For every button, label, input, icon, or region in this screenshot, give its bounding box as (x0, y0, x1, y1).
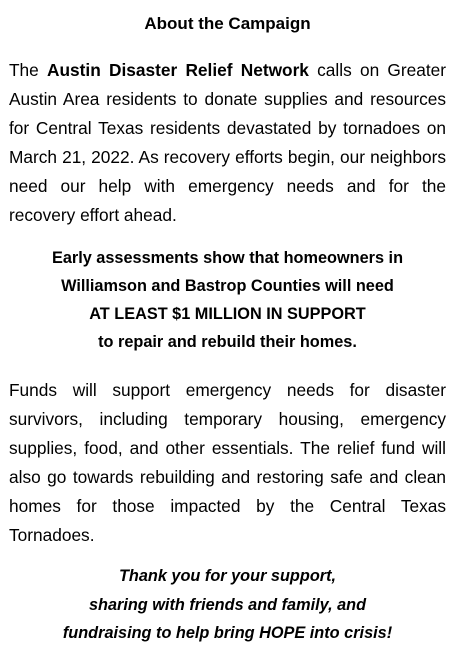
page-title: About the Campaign (144, 14, 311, 33)
organization-name: Austin Disaster Relief Network (47, 60, 309, 80)
funds-paragraph: Funds will support emergency needs for disaster survivors, including temporary housing, emergency supplies, food, and other essentials. The relief fund will also go towards rebuilding and restoring safe and clean homes for those impacted by the Central Texas Tornadoes. (9, 380, 446, 545)
assessment-line-4: to repair and rebuild their homes. (98, 333, 357, 351)
intro-prefix: The (9, 60, 48, 80)
assessment-line-3: AT LEAST $1 MILLION IN SUPPORT (89, 305, 366, 323)
intro-body: calls on Greater Austin Area residents to donate supplies and resources for Central Texas residents devastated by tornadoes on March 21, 2022. As recovery efforts begin, our neighbors need our help with emergency needs and for the recovery effort ahead. (9, 60, 446, 225)
thanks-line-1: Thank you for your support, (118, 567, 337, 585)
assessment-line-2: Williamson and Bastrop Counties will need (61, 277, 394, 295)
thanks-line-3: fundraising to help bring HOPE into crisis! (62, 624, 393, 642)
assessment-callout (9, 244, 446, 356)
thank-you-message (9, 562, 446, 648)
thanks-line-2: sharing with friends and family, and (88, 595, 367, 614)
assessment-line-1: Early assessments show that homeowners in (51, 249, 404, 267)
intro-paragraph (9, 56, 446, 230)
